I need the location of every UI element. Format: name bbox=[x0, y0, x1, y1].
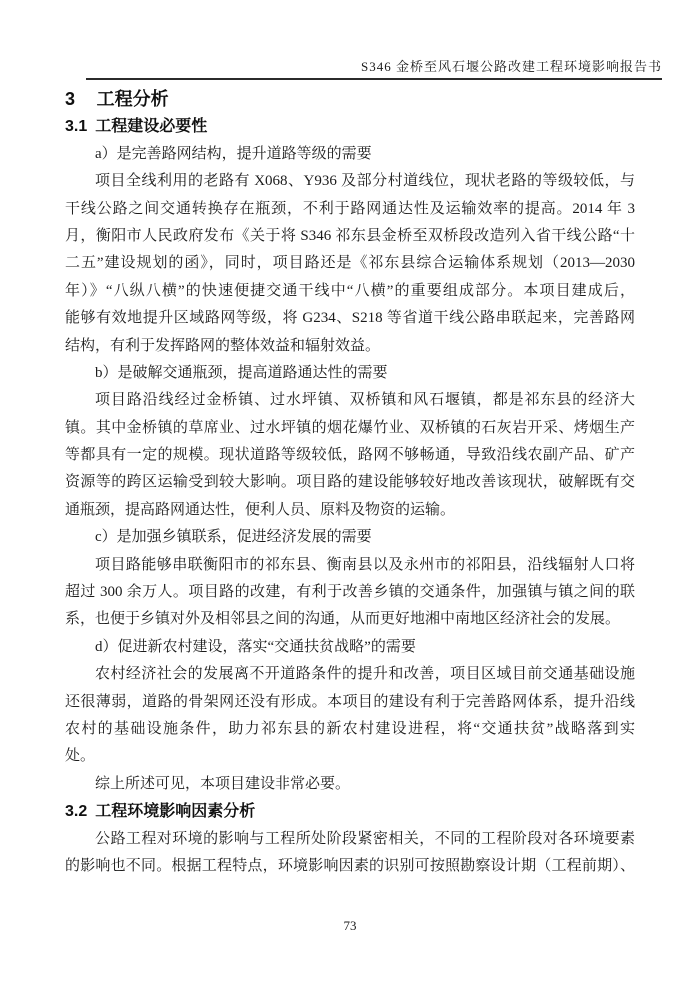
body-line: 的影响也不同。根据工程特点，环境影响因素的识别可按照勘察设计期（工程前期）、 bbox=[65, 857, 635, 874]
body-line: 等都具有一定的规模。现状道路等级较低，路网不够畅通，导致沿线农副产品、矿产 bbox=[65, 447, 635, 464]
body-line: 镇。其中金桥镇的草席业、过水坪镇的烟花爆竹业、双桥镇的石灰岩开采、烤烟生产 bbox=[65, 419, 635, 436]
body-line: 处。 bbox=[65, 748, 96, 765]
body-line: 还很薄弱，道路的骨架网还没有形成。本项目的建设有利于完善路网体系，提升沿线 bbox=[65, 693, 635, 710]
body-line: 超过 300 余万人。项目路的改建，有利于改善乡镇的交通条件，加强镇与镇之间的联 bbox=[65, 584, 635, 601]
body-line: 年）》“八纵八横”的快速便捷交通干线中“八横”的重要组成部分。本项目建成后， bbox=[65, 282, 635, 299]
heading-number: 3 bbox=[65, 89, 76, 109]
page-number: 73 bbox=[343, 918, 357, 933]
body-line: 农村经济社会的发展离不开道路条件的提升和改善，项目区域目前交通基础设施 bbox=[95, 666, 635, 683]
body-line: 干线公路之间交通转换存在瓶颈，不利于路网通达性及运输效率的提高。2014 年 3 bbox=[65, 200, 635, 217]
body-line: 系，也便于乡镇对外及相邻县之间的沟通，从而更好地湘中南地区经济社会的发展。 bbox=[65, 611, 621, 628]
header-title: S346 金桥至风石堰公路改建工程环境影响报告书 bbox=[361, 59, 662, 74]
document-content bbox=[65, 86, 635, 880]
body-line: 通瓶颈，提高路网通达性，便利人员、原料及物资的运输。 bbox=[65, 501, 456, 518]
header-rule bbox=[86, 78, 662, 80]
body-line: 项目全线利用的老路有 X068、Y936 及部分村道线位，现状老路的等级较低，与 bbox=[95, 173, 635, 190]
body-line: 能够有效地提升区域路网等级，将 G234、S218 等省道干线公路串联起来，完善路网 bbox=[65, 310, 635, 327]
heading-title: 工程分析 bbox=[96, 89, 169, 109]
list-item-heading: d）促进新农村建设，落实“交通扶贫战略”的需要 bbox=[95, 638, 416, 655]
body-line: 公路工程对环境的影响与工程所处阶段紧密相关，不同的工程阶段对各环境要素 bbox=[95, 830, 635, 847]
body-line: 项目路能够串联衡阳市的祁东县、衡南县以及永州市的祁阳县，沿线辐射人口将 bbox=[95, 556, 635, 573]
body-line: 结构，有利于发挥路网的整体效益和辐射效益。 bbox=[65, 337, 381, 354]
heading-number: 3.1 bbox=[65, 118, 88, 136]
list-item-heading: a）是完善路网结构，提升道路等级的需要 bbox=[95, 145, 372, 162]
subsection-heading bbox=[65, 113, 635, 140]
body-line: 农村的基础设施条件，助力祁东县的新农村建设进程，将“交通扶贫”战略落到实 bbox=[65, 720, 635, 737]
section-heading bbox=[65, 86, 635, 113]
body-line: 综上所述可见，本项目建设非常必要。 bbox=[95, 775, 351, 792]
list-item-heading: b）是破解交通瓶颈，提高道路通达性的需要 bbox=[95, 364, 388, 381]
list-item-heading: c）是加强乡镇联系，促进经济发展的需要 bbox=[95, 529, 372, 546]
heading-number: 3.2 bbox=[65, 803, 88, 821]
body-line: 项目路沿线经过金桥镇、过水坪镇、双桥镇和风石堰镇，都是祁东县的经济大 bbox=[95, 392, 635, 409]
body-line: 月，衡阳市人民政府发布《关于将 S346 祁东县金桥至双桥段改造列入省干线公路“十 bbox=[65, 227, 635, 244]
subsection-heading bbox=[65, 798, 635, 825]
heading-title: 工程环境影响因素分析 bbox=[95, 803, 256, 821]
heading-title: 工程建设必要性 bbox=[95, 118, 208, 136]
body-line: 资源等的跨区运输受到较大影响。项目路的建设能够较好地改善该现状，破解既有交 bbox=[65, 474, 635, 491]
body-line: 二五”建设规划的函》，同时，项目路还是《祁东县综合运输体系规划（2013—2030 bbox=[65, 255, 635, 272]
